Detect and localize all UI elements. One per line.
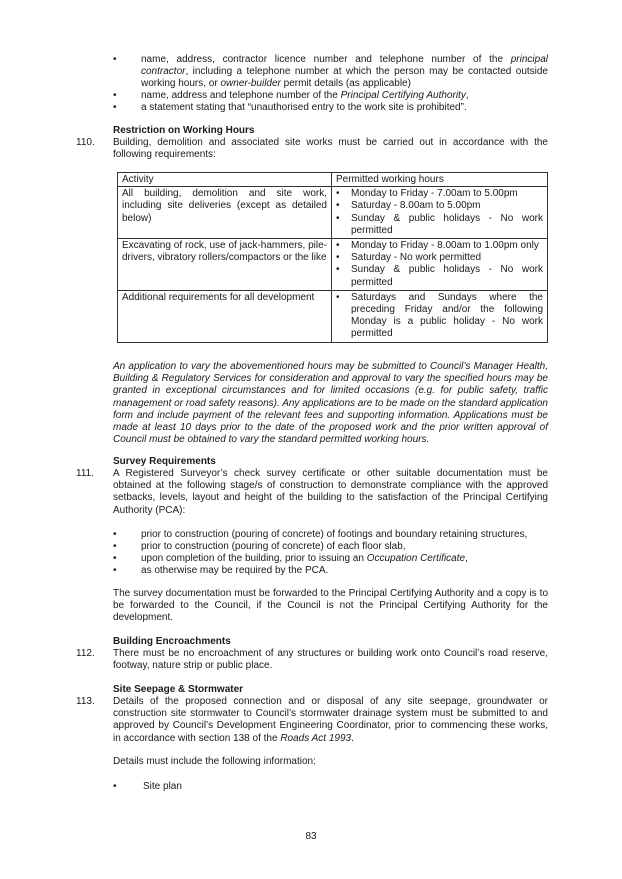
bullet-glyph: • [113, 102, 117, 113]
list-item [336, 188, 543, 200]
list-item [336, 240, 543, 252]
table-cell-activity: All building, demolition and site work, including site deliveries (except as detailed below) [118, 187, 332, 239]
table-cell-hours [332, 187, 548, 239]
table-row [118, 239, 548, 291]
text-run: , [465, 90, 469, 101]
text-run: . [351, 732, 354, 744]
section-heading: Restriction on Working Hours [113, 125, 255, 136]
list-item [336, 264, 543, 288]
table-row [118, 187, 548, 239]
section-note: An application to vary the abovementioned hours may be submitted to Council’s Manager Health, Building & Regulatory Services for consideration and approval to vary the specified hours may be granted in exceptional circumstances and for limited occasions (e.g. for public safety, traffic management or road safety reasons). Any applications are to be made on the standard application form and include payment of the relevant fees and supporting information. Applications must be made at least 10 days prior to the date of the proposed work and the prior written approval of Council must be obtained to vary the standard permitted working hours. [113, 361, 548, 446]
section-heading: Site Seepage & Stormwater [113, 684, 244, 695]
text-run: Details of the proposed connection and or disposal of any site seepage, groundwater or construction site stormwater to Council’s stormwater drainage system must be submitted to and approved by Council’s Development Engineering Coordinator, prior to commencing these works, in accordance with section 138 of the [113, 696, 548, 744]
bullet-glyph: • [113, 553, 117, 564]
section-text: Details must include the following information: [113, 756, 316, 767]
section-text: There must be no encroachment of any structures or building work onto Council’s road reserve, footway, nature strip or public place. [113, 648, 548, 672]
bullet-glyph: • [113, 54, 117, 65]
text-run: , [465, 553, 468, 564]
bullet-glyph: • [336, 212, 340, 224]
text-run: as otherwise may be required by the PCA. [141, 565, 329, 576]
hours-text: Saturday - No work permitted [351, 252, 482, 264]
bullet-glyph: • [336, 188, 340, 200]
table-header: Permitted working hours [332, 173, 548, 187]
section-number: 111. [76, 468, 94, 479]
section-text [113, 696, 548, 745]
page-number: 83 [305, 831, 317, 842]
bullet-glyph: • [113, 781, 117, 792]
table-cell-hours [332, 290, 548, 342]
bullet-glyph: • [113, 529, 117, 540]
text-run: name, address, contractor licence number and telephone number of the [141, 54, 511, 65]
section-text: A Registered Surveyor’s check survey certificate or other suitable documentation must be obtained at the following stage/s of construction to demonstrate compliance with the approved setbacks, levels, layout and height of the building to the satisfaction of the Principal Certifying Authority (PCA): [113, 468, 548, 516]
hours-text: Saturdays and Sundays where the preceding Friday and/or the following Monday is a public holiday - No work permitted [351, 291, 543, 340]
bullet-text [141, 565, 548, 577]
bullet-glyph: • [336, 291, 340, 303]
section-text: Building, demolition and associated site works must be carried out in accordance with the following requirements: [113, 137, 548, 161]
bullet-glyph: • [336, 200, 340, 212]
bullet-text [143, 781, 550, 793]
list-item [336, 252, 543, 264]
text-run: name, address and telephone number of the [141, 90, 341, 101]
bullet-glyph: • [336, 264, 340, 276]
bullet-glyph: • [336, 252, 340, 264]
table-cell-activity: Excavating of rock, use of jack-hammers, pile-drivers, vibratory rollers/compactors or the like [118, 239, 332, 291]
table-cell-activity: Additional requirements for all development [118, 290, 332, 342]
bullet-text [141, 541, 548, 553]
section-number: 110. [76, 137, 95, 148]
text-run: permit details (as applicable) [280, 78, 411, 90]
text-run: a statement stating that “unauthorised entry to the work site is prohibited”. [141, 102, 467, 113]
list-item [336, 213, 543, 237]
text-run: prior to construction (pouring of concrete) of each floor slab, [141, 541, 406, 552]
bullet-glyph: • [336, 240, 340, 252]
table-header: Activity [118, 173, 332, 187]
bullet-glyph: • [113, 541, 117, 552]
text-run: Site plan [143, 781, 182, 792]
section-heading: Building Encroachments [113, 636, 231, 647]
table-cell-hours [332, 239, 548, 291]
bullet-text [141, 553, 548, 565]
section-text: The survey documentation must be forwarded to the Principal Certifying Authority and a copy is to be forwarded to the Council, if the Council is not the Principal Certifying Authority for the development. [113, 588, 548, 624]
section-number: 112. [76, 648, 95, 659]
bullet-glyph: • [113, 90, 117, 101]
text-run: upon completion of the building, prior to issuing an [141, 553, 367, 564]
hours-text: Sunday & public holidays - No work permitted [351, 264, 543, 288]
section-number: 113. [76, 696, 95, 707]
bullet-glyph: • [113, 565, 117, 576]
list-item [336, 292, 543, 341]
list-item [336, 200, 543, 212]
hours-text: Monday to Friday - 8.00am to 1.00pm only [351, 240, 539, 252]
working-hours-table [117, 172, 548, 343]
hours-text: Saturday - 8.00am to 5.00pm [351, 200, 481, 212]
bullet-text [141, 102, 548, 114]
bullet-text [141, 529, 548, 541]
italic-run: Occupation Certificate [366, 553, 466, 564]
bullet-text [141, 90, 548, 102]
italic-run: owner-builder [220, 78, 281, 90]
hours-text: Sunday & public holidays - No work permitted [351, 212, 543, 236]
table-row [118, 290, 548, 342]
text-run: , including a telephone number at which the person may be contacted outside working hours, or [141, 66, 548, 90]
italic-run: Roads Act 1993 [280, 732, 352, 744]
bullet-text [141, 54, 548, 91]
italic-run: principal contractor [141, 54, 548, 78]
hours-text: Monday to Friday - 7.00am to 5.00pm [351, 188, 518, 200]
text-run: prior to construction (pouring of concrete) of footings and boundary retaining structures, [141, 529, 528, 540]
section-heading: Survey Requirements [113, 456, 216, 467]
italic-run: Principal Certifying Authority [340, 90, 466, 101]
